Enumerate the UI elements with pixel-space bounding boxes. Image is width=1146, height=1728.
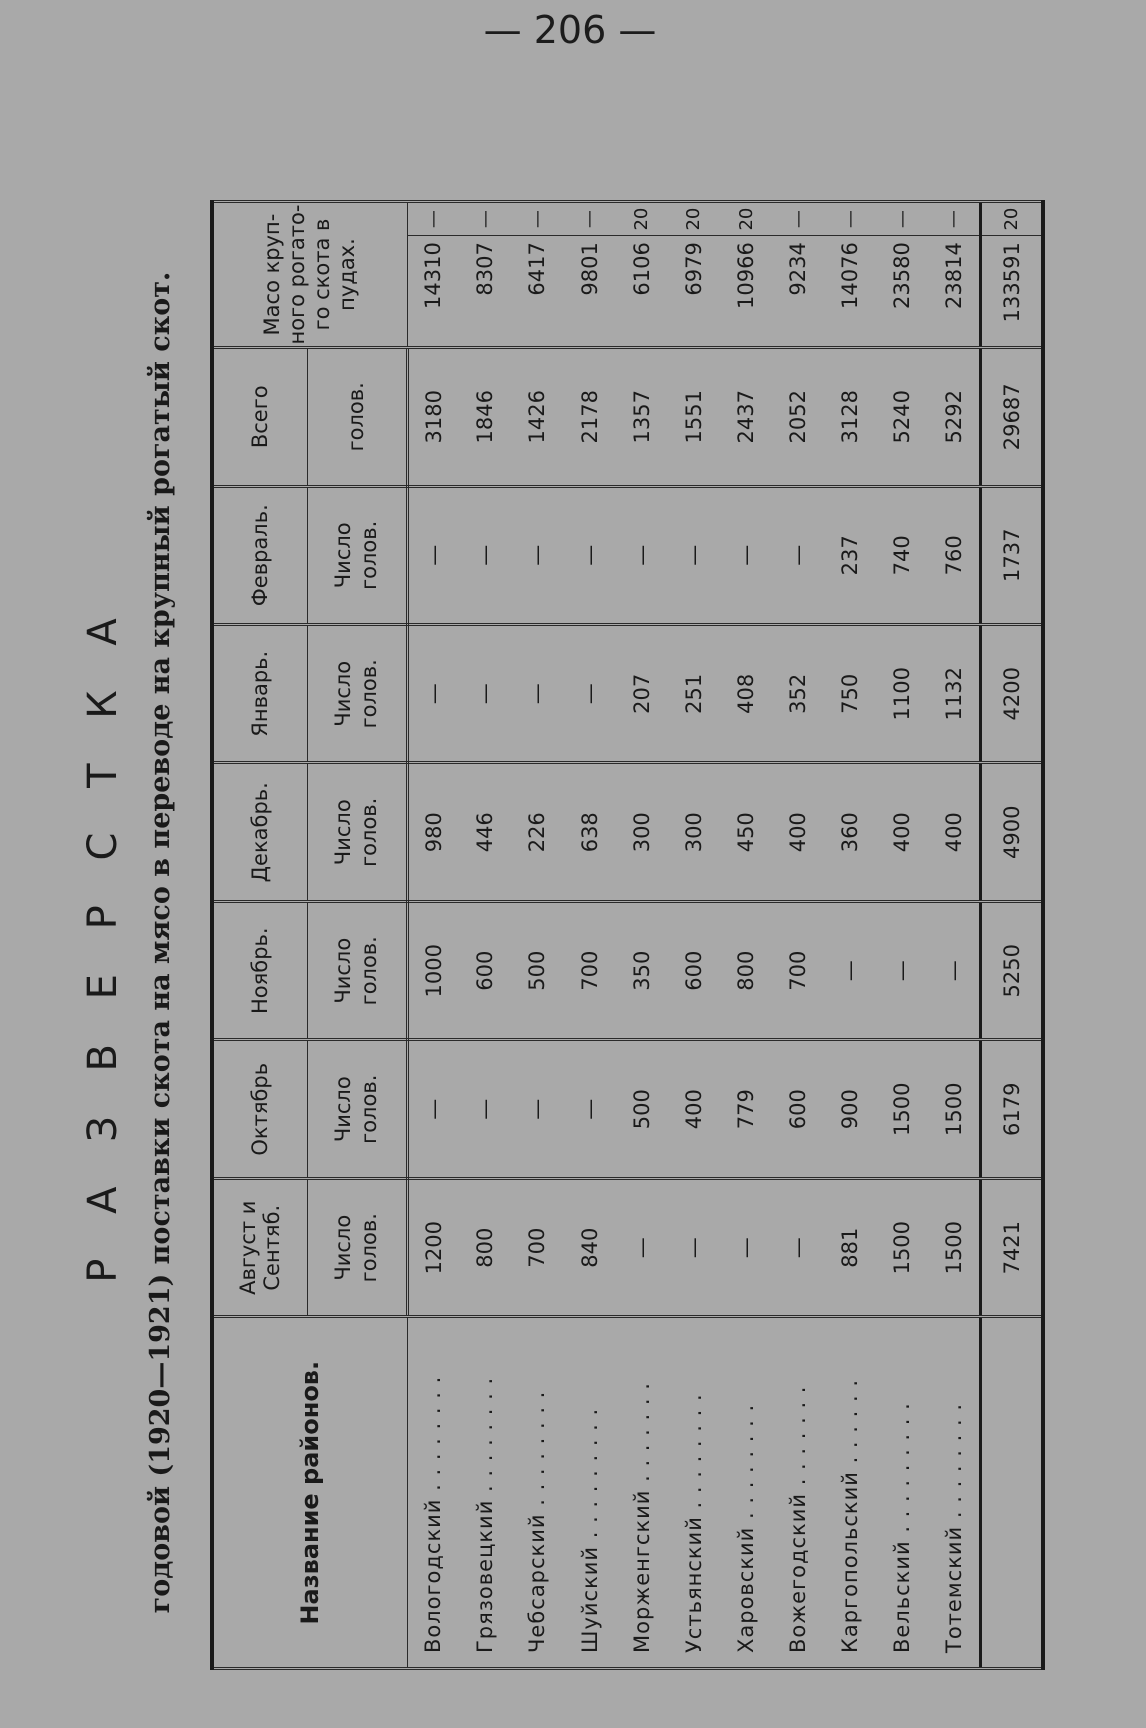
subheader-count: Число голов.: [307, 901, 407, 1039]
month-count-cell: 1500: [929, 1040, 981, 1178]
month-count-cell: 207: [616, 625, 668, 763]
table-body: [407, 202, 1043, 1669]
month-count-cell: —: [668, 1178, 720, 1316]
subheader-count: Число голов.: [307, 1178, 407, 1316]
month-count-cell: 760: [929, 486, 981, 624]
month-count-cell: —: [772, 1178, 824, 1316]
month-count-cell: 400: [876, 763, 928, 901]
month-count-cell: 251: [668, 625, 720, 763]
district-name: [981, 1317, 1043, 1669]
total-heads-cell: 2052: [772, 348, 824, 486]
month-count-cell: —: [459, 625, 511, 763]
month-count-cell: 1500: [876, 1178, 928, 1316]
weight-cell: 6106: [616, 236, 668, 348]
header-total: Всего: [212, 348, 307, 486]
month-count-cell: —: [407, 1040, 459, 1178]
header-month-nov: Ноябрь.: [212, 901, 307, 1039]
district-name: Устьянский . . . . . . . .: [668, 1317, 720, 1669]
header-month-dec: Декабрь.: [212, 763, 307, 901]
month-count-cell: 700: [511, 1178, 563, 1316]
month-count-cell: —: [407, 486, 459, 624]
month-count-cell: 600: [772, 1040, 824, 1178]
month-count-cell: 700: [772, 901, 824, 1039]
totals-row: [981, 202, 1043, 1669]
total-heads-cell: 5292: [929, 348, 981, 486]
weight-fraction-cell: —: [772, 202, 824, 236]
month-count-cell: 300: [668, 763, 720, 901]
subheader-total-heads: голов.: [307, 348, 407, 486]
month-count-cell: —: [929, 901, 981, 1039]
table-row: [929, 202, 981, 1669]
weight-cell: 9234: [772, 236, 824, 348]
month-count-cell: 1132: [929, 625, 981, 763]
month-count-cell: 600: [459, 901, 511, 1039]
weight-cell: 8307: [459, 236, 511, 348]
month-count-cell: 900: [824, 1040, 876, 1178]
weight-cell: 23580: [876, 236, 928, 348]
month-count-cell: 1737: [981, 486, 1043, 624]
month-count-cell: 840: [563, 1178, 615, 1316]
month-count-cell: —: [720, 486, 772, 624]
weight-fraction-cell: —: [876, 202, 928, 236]
total-heads-cell: 29687: [981, 348, 1043, 486]
weight-fraction-cell: —: [511, 202, 563, 236]
district-name: Грязовецкий . . . . . . . .: [459, 1317, 511, 1669]
weight-cell: 23814: [929, 236, 981, 348]
month-count-cell: 740: [876, 486, 928, 624]
header-month-aug-sep: Август и Сентяб.: [212, 1178, 307, 1316]
rotated-content: [80, 200, 1055, 1685]
table-row: [459, 202, 511, 1669]
subheader-count: Число голов.: [307, 763, 407, 901]
month-count-cell: 446: [459, 763, 511, 901]
header-weight: Масо круп-ного рогато-го скота в пудах.: [212, 202, 407, 348]
table-row: [616, 202, 668, 1669]
month-count-cell: 350: [616, 901, 668, 1039]
month-count-cell: —: [668, 486, 720, 624]
district-name: Тотемский . . . . . . . .: [929, 1317, 981, 1669]
total-heads-cell: 1426: [511, 348, 563, 486]
header-district: Название районов.: [212, 1317, 407, 1669]
table-row: [511, 202, 563, 1669]
weight-fraction-cell: 20: [981, 202, 1043, 236]
month-count-cell: 1100: [876, 625, 928, 763]
total-heads-cell: 3180: [407, 348, 459, 486]
month-count-cell: 700: [563, 901, 615, 1039]
month-count-cell: 500: [511, 901, 563, 1039]
month-count-cell: 1500: [929, 1178, 981, 1316]
document-title: Р А З В Е Р С Т К А: [80, 602, 126, 1283]
document-subtitle: годовой (1920—1921) поставки скота на мясо в переводе на крупный рогатый скот.: [145, 271, 176, 1614]
subheader-count: Число голов.: [307, 625, 407, 763]
weight-fraction-cell: 20: [616, 202, 668, 236]
district-name: Вожегодский . . . . . . .: [772, 1317, 824, 1669]
month-count-cell: 7421: [981, 1178, 1043, 1316]
total-heads-cell: 1846: [459, 348, 511, 486]
month-count-cell: 4200: [981, 625, 1043, 763]
district-name: Вологодский . . . . . . . .: [407, 1317, 459, 1669]
quota-table-container: [210, 200, 1045, 1670]
month-count-cell: —: [616, 1178, 668, 1316]
district-name: Морженгский . . . . . . .: [616, 1317, 668, 1669]
weight-cell: 6979: [668, 236, 720, 348]
month-count-cell: 450: [720, 763, 772, 901]
month-count-cell: —: [563, 486, 615, 624]
month-count-cell: —: [511, 625, 563, 763]
weight-fraction-cell: —: [929, 202, 981, 236]
district-name: Каргопольский . . . . . .: [824, 1317, 876, 1669]
total-heads-cell: 2437: [720, 348, 772, 486]
month-count-cell: 226: [511, 763, 563, 901]
quota-table: [210, 200, 1045, 1670]
district-name: Харовский . . . . . . . .: [720, 1317, 772, 1669]
month-count-cell: 800: [459, 1178, 511, 1316]
district-name: Чебсарский . . . . . . . .: [511, 1317, 563, 1669]
weight-fraction-cell: 20: [720, 202, 772, 236]
month-count-cell: 980: [407, 763, 459, 901]
total-heads-cell: 5240: [876, 348, 928, 486]
month-count-cell: 5250: [981, 901, 1043, 1039]
month-count-cell: —: [459, 486, 511, 624]
total-heads-cell: 1357: [616, 348, 668, 486]
weight-fraction-cell: 20: [668, 202, 720, 236]
weight-fraction-cell: —: [407, 202, 459, 236]
month-count-cell: 1200: [407, 1178, 459, 1316]
table-row: [720, 202, 772, 1669]
month-count-cell: 600: [668, 901, 720, 1039]
weight-cell: 14310: [407, 236, 459, 348]
month-count-cell: —: [720, 1178, 772, 1316]
table-row: [824, 202, 876, 1669]
month-count-cell: 237: [824, 486, 876, 624]
page-number: — 206 —: [483, 8, 657, 52]
month-count-cell: 500: [616, 1040, 668, 1178]
month-count-cell: 638: [563, 763, 615, 901]
month-count-cell: 750: [824, 625, 876, 763]
month-count-cell: 400: [772, 763, 824, 901]
month-count-cell: —: [876, 901, 928, 1039]
month-count-cell: 400: [929, 763, 981, 901]
month-count-cell: 881: [824, 1178, 876, 1316]
weight-cell: 133591: [981, 236, 1043, 348]
weight-cell: 9801: [563, 236, 615, 348]
month-count-cell: 408: [720, 625, 772, 763]
month-count-cell: 300: [616, 763, 668, 901]
month-count-cell: —: [772, 486, 824, 624]
weight-fraction-cell: —: [563, 202, 615, 236]
month-count-cell: 800: [720, 901, 772, 1039]
month-count-cell: —: [459, 1040, 511, 1178]
district-name: Шуйский . . . . . . . . .: [563, 1317, 615, 1669]
month-count-cell: 6179: [981, 1040, 1043, 1178]
header-month-jan: Январь.: [212, 625, 307, 763]
weight-cell: 6417: [511, 236, 563, 348]
subheader-count: Число голов.: [307, 1040, 407, 1178]
total-heads-cell: 2178: [563, 348, 615, 486]
month-count-cell: 360: [824, 763, 876, 901]
total-heads-cell: 1551: [668, 348, 720, 486]
table-row: [876, 202, 928, 1669]
district-name: Вельский . . . . . . . . .: [876, 1317, 928, 1669]
month-count-cell: —: [511, 1040, 563, 1178]
weight-cell: 10966: [720, 236, 772, 348]
month-count-cell: 352: [772, 625, 824, 763]
month-count-cell: —: [407, 625, 459, 763]
month-count-cell: 4900: [981, 763, 1043, 901]
table-row: [563, 202, 615, 1669]
weight-cell: 14076: [824, 236, 876, 348]
table-row: [407, 202, 459, 1669]
month-count-cell: —: [616, 486, 668, 624]
month-count-cell: —: [511, 486, 563, 624]
total-heads-cell: 3128: [824, 348, 876, 486]
table-row: [668, 202, 720, 1669]
table-row: [772, 202, 824, 1669]
header-month-feb: Февраль.: [212, 486, 307, 624]
month-count-cell: —: [563, 1040, 615, 1178]
subheader-count: Число голов.: [307, 486, 407, 624]
weight-fraction-cell: —: [824, 202, 876, 236]
month-count-cell: 400: [668, 1040, 720, 1178]
month-count-cell: —: [563, 625, 615, 763]
month-count-cell: 779: [720, 1040, 772, 1178]
header-month-oct: Октябрь: [212, 1040, 307, 1178]
month-count-cell: 1000: [407, 901, 459, 1039]
month-count-cell: —: [824, 901, 876, 1039]
weight-fraction-cell: —: [459, 202, 511, 236]
month-count-cell: 1500: [876, 1040, 928, 1178]
